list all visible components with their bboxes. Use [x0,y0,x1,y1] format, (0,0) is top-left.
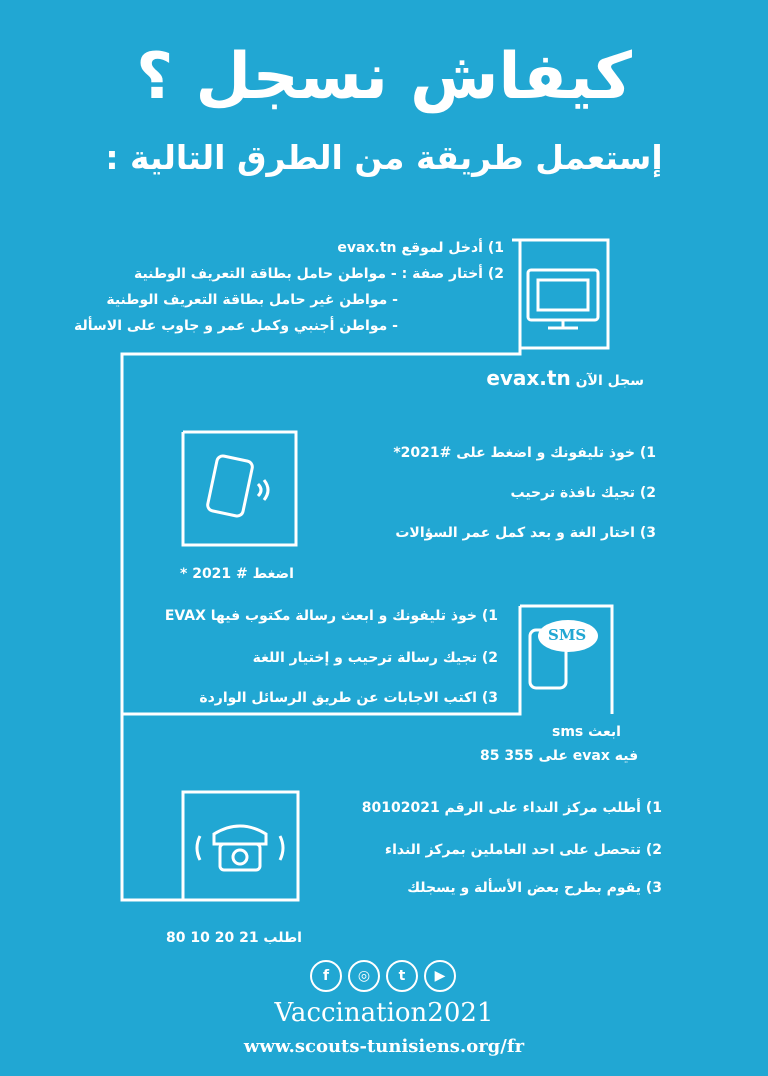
call-step-2: 2) تتحصل على احد العاملين بمركز النداء [384,842,662,858]
web-step-1: 1) أدخل لموقع evax.tn [337,240,504,256]
call-step-1: 1) أطلب مركز النداء على الرقم 80102021 [361,800,662,816]
web-step-2b: - مواطن غير حامل بطاقة التعريف الوطنية [106,292,398,308]
ussd-step-1: 1) خوذ تليفونك و اضغط على #2021* [393,445,656,461]
youtube-icon[interactable]: ▶ [424,960,456,992]
sms-bubble-label: SMS [548,626,587,644]
web-cta-site: evax.tn [486,366,571,390]
call-cta: اطلب 21 20 10 80 [166,930,302,946]
sms-step-2: 2) تجيك رسالة ترحيب و إختيار اللغة [252,650,498,666]
ussd-step-3: 3) اختار الغة و بعد كمل عمر السؤالات [395,525,656,541]
sms-step-3: 3) اكتب الاجابات عن طريق الرسائل الواردة [199,690,498,706]
instagram-icon[interactable]: ◎ [348,960,380,992]
social-icons [310,960,456,992]
smartphone-icon [207,455,268,517]
ussd-step-2: 2) تجيك نافذة ترحيب [510,485,656,501]
campaign-name: Vaccination2021 [274,998,494,1028]
ussd-cta: اضغط # 2021 * [180,566,294,582]
call-step-3: 3) يقوم بطرح بعض الأسألة و يسجلك [407,880,662,896]
sms-step-1: 1) خوذ تليفونك و ابعث رسالة مكتوب فيها EVAX [164,608,498,624]
telephone-icon [197,826,283,870]
sms-cta-2: فيه evax على 355 85 [480,748,639,764]
monitor-icon [528,270,598,328]
web-cta-prefix: سجل الآن [575,373,644,389]
web-cta [486,366,644,390]
twitter-icon[interactable]: t [386,960,418,992]
facebook-icon[interactable]: f [310,960,342,992]
website-url[interactable]: www.scouts-tunisiens.org/fr [243,1036,525,1057]
page-subtitle: إستعمل طريقة من الطرق التالية : [105,138,663,177]
sms-cta-1: ابعث sms [552,724,621,740]
web-step-2: 2) أختار صفة : - مواطن حامل بطاقة التعريف الوطنية [133,266,504,282]
page-title: كيفاش نسجل ؟ [136,40,632,114]
web-step-2c: - مواطن أجنبي وكمل عمر و جاوب على الاسألة [74,318,398,334]
